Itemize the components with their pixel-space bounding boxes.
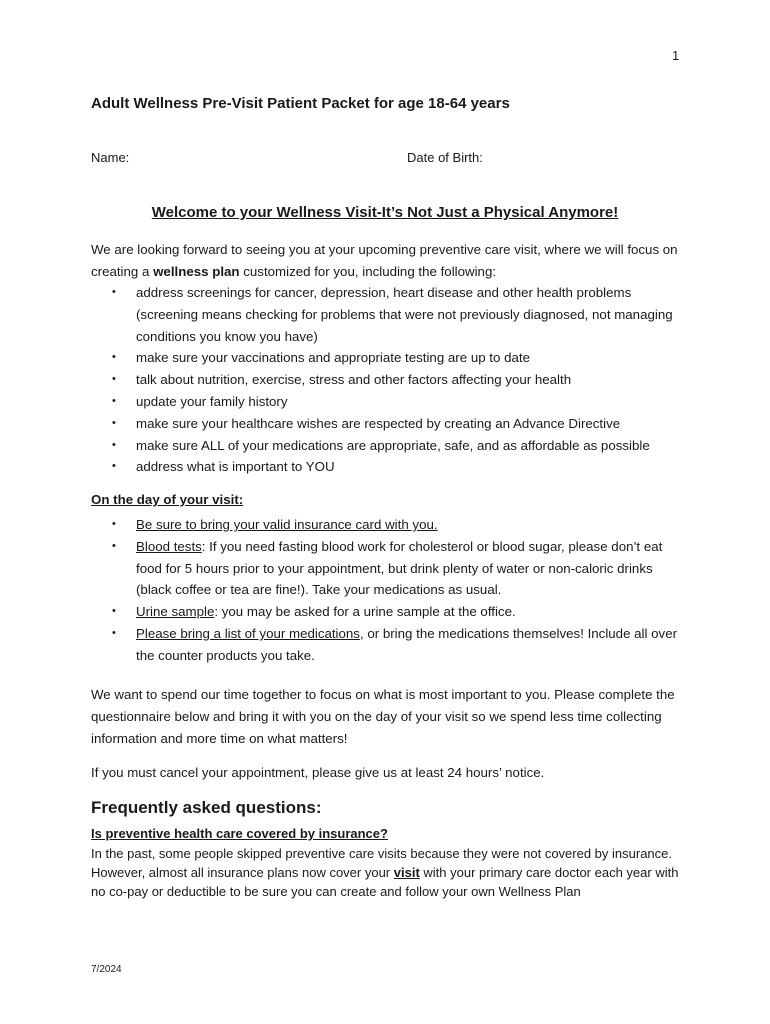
faq-answer (91, 844, 681, 901)
list-item (91, 413, 681, 435)
bullet-icon: • (112, 605, 116, 618)
bullet-icon: • (112, 286, 116, 298)
list-item (91, 536, 681, 601)
list-item (91, 514, 681, 536)
list-item-text: talk about nutrition, exercise, stress and other factors affecting your health (136, 372, 572, 388)
visit-term: visit (393, 865, 420, 880)
wellness-plan-list (91, 282, 681, 478)
list-item-text: address screenings for cancer, depression, heart disease and other health problems (screening means checking for problems that were not previously diagnosed, not managing conditions you know you have) (136, 285, 673, 344)
intro-text-start: We are looking forward to seeing you at your upcoming preventive care visit, where we will focus on creating a (91, 242, 678, 279)
faq-answer-start: In the past, some people skipped preventive care visits because they were not covered by insurance. However, almost all insurance plans now cover your (91, 846, 672, 880)
insurance-card-reminder: Be sure to bring your valid insurance card with you. (136, 517, 438, 532)
wellness-plan-term: wellness plan (153, 263, 240, 279)
welcome-heading: Welcome to your Wellness Visit-It’s Not Just a Physical Anymore! (151, 204, 619, 221)
name-label: Name: (91, 150, 130, 165)
document-title: Adult Wellness Pre-Visit Patient Packet for age 18-64 years (91, 95, 510, 112)
cancellation-paragraph: If you must cancel your appointment, please give us at least 24 hours’ notice. (91, 765, 545, 780)
faq-heading: Frequently asked questions: (91, 798, 322, 817)
bullet-icon: • (112, 373, 116, 386)
faq-answer-end: with your primary care doctor each year with no co-pay or deductible to be sure you can create and follow your own Wellness Plan (91, 865, 679, 899)
list-item-text: make sure your vaccinations and appropriate testing are up to date (136, 350, 530, 366)
visit-day-heading: On the day of your visit: (91, 492, 244, 507)
medications-list-label: Please bring a list of your medications (136, 625, 360, 641)
date-of-birth-label: Date of Birth: (407, 150, 483, 165)
list-item (91, 369, 681, 391)
visit-day-list (91, 514, 681, 667)
list-item-text: make sure ALL of your medications are appropriate, safe, and as affordable as possible (136, 437, 650, 453)
bullet-icon: • (112, 460, 116, 473)
faq-question: Is preventive health care covered by insurance? (91, 826, 388, 841)
urine-sample-text: : you may be asked for a urine sample at the office. (214, 604, 516, 620)
bullet-icon: • (112, 351, 116, 364)
list-item (91, 391, 681, 413)
list-item (91, 347, 681, 369)
bullet-icon: • (112, 518, 116, 530)
list-item (91, 282, 681, 347)
blood-tests-label: Blood tests (136, 538, 202, 554)
list-item (91, 601, 681, 623)
list-item (91, 456, 681, 478)
questionnaire-paragraph: We want to spend our time together to focus on what is most important to you. Please complete the questionnaire below and bring it with you on the day of your visit so we spend less time collecting information and more time on what matters! (91, 687, 675, 746)
list-item (91, 435, 681, 457)
bullet-icon: • (112, 438, 116, 451)
list-item-text: make sure your healthcare wishes are respected by creating an Advance Directive (136, 415, 621, 431)
list-item (91, 623, 681, 667)
bullet-icon: • (112, 394, 116, 407)
bullet-icon: • (112, 626, 116, 639)
urine-sample-label: Urine sample (136, 604, 215, 620)
medications-list-text: , or bring the medications themselves! Include all over the counter products you take. (136, 625, 678, 663)
footer-date: 7/2024 (91, 964, 122, 975)
list-item-text: update your family history (136, 393, 288, 409)
intro-text-end: customized for you, including the following: (239, 263, 497, 279)
bullet-icon: • (112, 416, 116, 429)
list-item-text: address what is important to YOU (136, 459, 335, 475)
blood-tests-text: : If you need fasting blood work for cholesterol or blood sugar, please don’t eat food for 5 hours prior to your appointment, but drink plenty of water or non-caloric drinks (black coffee or tea are fine!). Take your medications as usual. (136, 538, 663, 598)
intro-paragraph (91, 239, 681, 283)
page-number: 1 (672, 48, 680, 63)
bullet-icon: • (112, 539, 116, 552)
